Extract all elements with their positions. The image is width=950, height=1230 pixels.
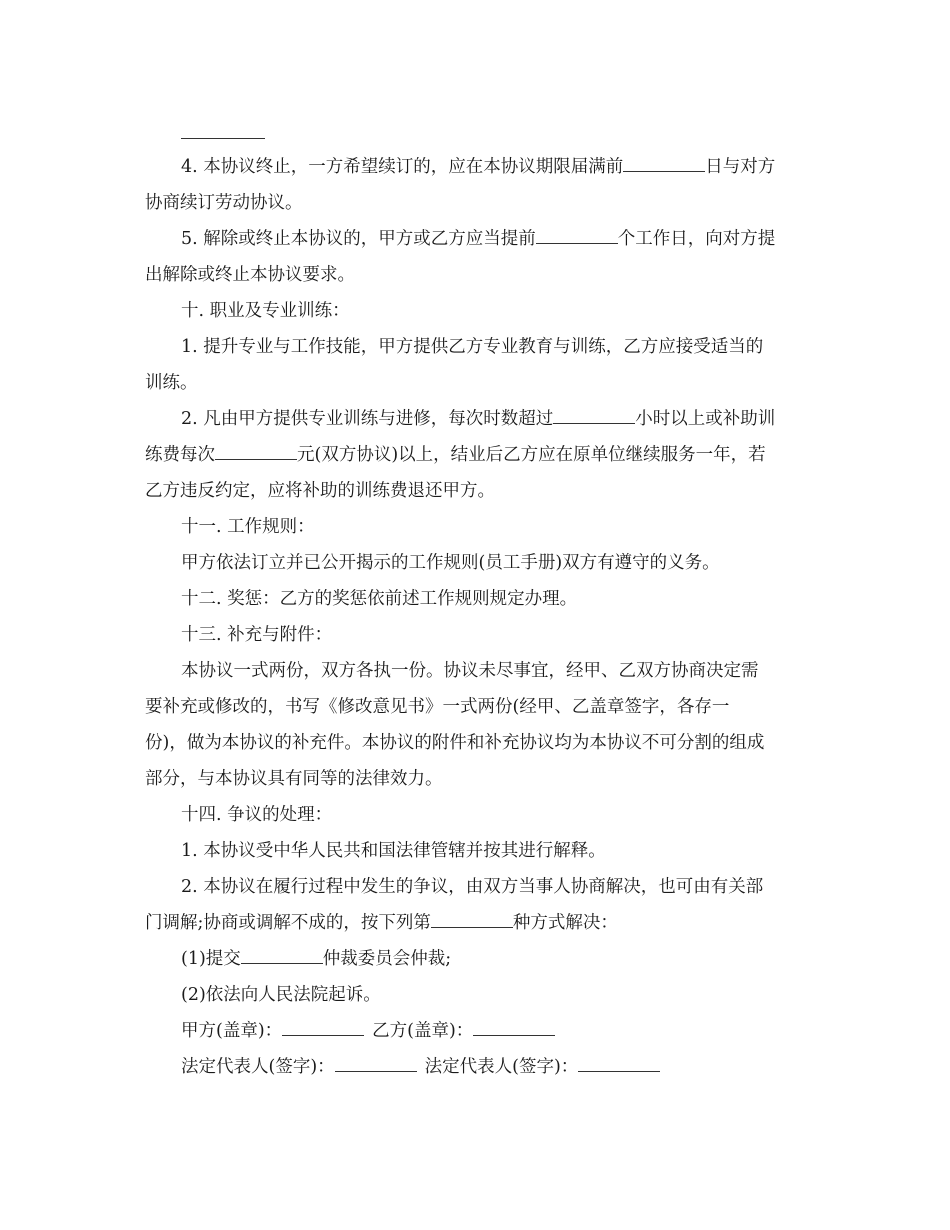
clause-11: 甲方依法订立并已公开揭示的工作规则(员工手册)双方有遵守的义务。: [181, 553, 720, 573]
blank-line: [215, 439, 297, 460]
clause-4: 4. 本协议终止，一方希望续订的，应在本协议期限届满前 日与对方: [145, 149, 805, 185]
clause-4-cont: 协商续订劳动协议。: [145, 193, 303, 213]
blank-line: [536, 223, 618, 244]
blank-line: [335, 1051, 417, 1072]
document-body: [145, 120, 805, 1085]
clause-10-2: 2. 凡由甲方提供专业训练与进修，每次时数超过 小时以上或补助训: [145, 401, 805, 437]
clause-5: 5. 解除或终止本协议的，甲方或乙方应当提前 个工作日，向对方提: [145, 221, 805, 257]
clause-10-2-cont: 练费每次 元(双方协议)以上，结业后乙方应在原单位继续服务一年，若: [145, 437, 805, 473]
clause-5-cont: 出解除或终止本协议要求。: [145, 265, 355, 285]
clause-14-1: 1. 本协议受中华人民共和国法律管辖并按其进行解释。: [181, 841, 606, 861]
blank-line: [431, 907, 513, 928]
section-14-heading: 十四. 争议的处理：: [181, 805, 333, 825]
representative-line: 法定代表人(签字)： 法定代表人(签字)：: [181, 1049, 805, 1085]
clause-10-1: 1. 提升专业与工作技能，甲方提供乙方专业教育与训练，乙方应接受适当的: [181, 337, 764, 357]
clause-14-2-cont: 门调解;协商或调解不成的，按下列第 种方式解决：: [145, 905, 805, 941]
clause-10-1-cont: 训练。: [145, 373, 198, 393]
section-11-heading: 十一. 工作规则：: [181, 517, 315, 537]
seal-line: 甲方(盖章)： 乙方(盖章)：: [181, 1013, 805, 1049]
section-10-heading: 十. 职业及专业训练：: [181, 301, 350, 321]
option-1: (1)提交 仲裁委员会仲裁;: [145, 941, 805, 977]
clause-13-line3: 份)，做为本协议的补充件。本协议的附件和补充协议均为本协议不可分割的组成: [145, 733, 765, 753]
blank-line: [473, 1015, 555, 1036]
top-blank-line: [181, 120, 265, 139]
section-12-heading: 十二. 奖惩：乙方的奖惩依前述工作规则规定办理。: [181, 589, 578, 609]
blank-line: [553, 403, 635, 424]
blank-line: [623, 151, 705, 172]
clause-13-line4: 部分，与本协议具有同等的法律效力。: [145, 769, 443, 789]
blank-line: [241, 943, 323, 964]
blank-line: [282, 1015, 364, 1036]
clause-13-line1: 本协议一式两份，双方各执一份。协议未尽事宜，经甲、乙双方协商决定需: [181, 661, 759, 681]
blank-line: [578, 1051, 660, 1072]
clause-14-2: 2. 本协议在履行过程中发生的争议，由双方当事人协商解决，也可由有关部: [181, 877, 764, 897]
clause-13-line2: 要补充或修改的，书写《修改意见书》一式两份(经甲、乙盖章签字，各存一: [145, 697, 730, 717]
option-2: (2)依法向人民法院起诉。: [181, 985, 381, 1005]
clause-10-2-end: 乙方违反约定，应将补助的训练费退还甲方。: [145, 481, 495, 501]
section-13-heading: 十三. 补充与附件：: [181, 625, 333, 645]
